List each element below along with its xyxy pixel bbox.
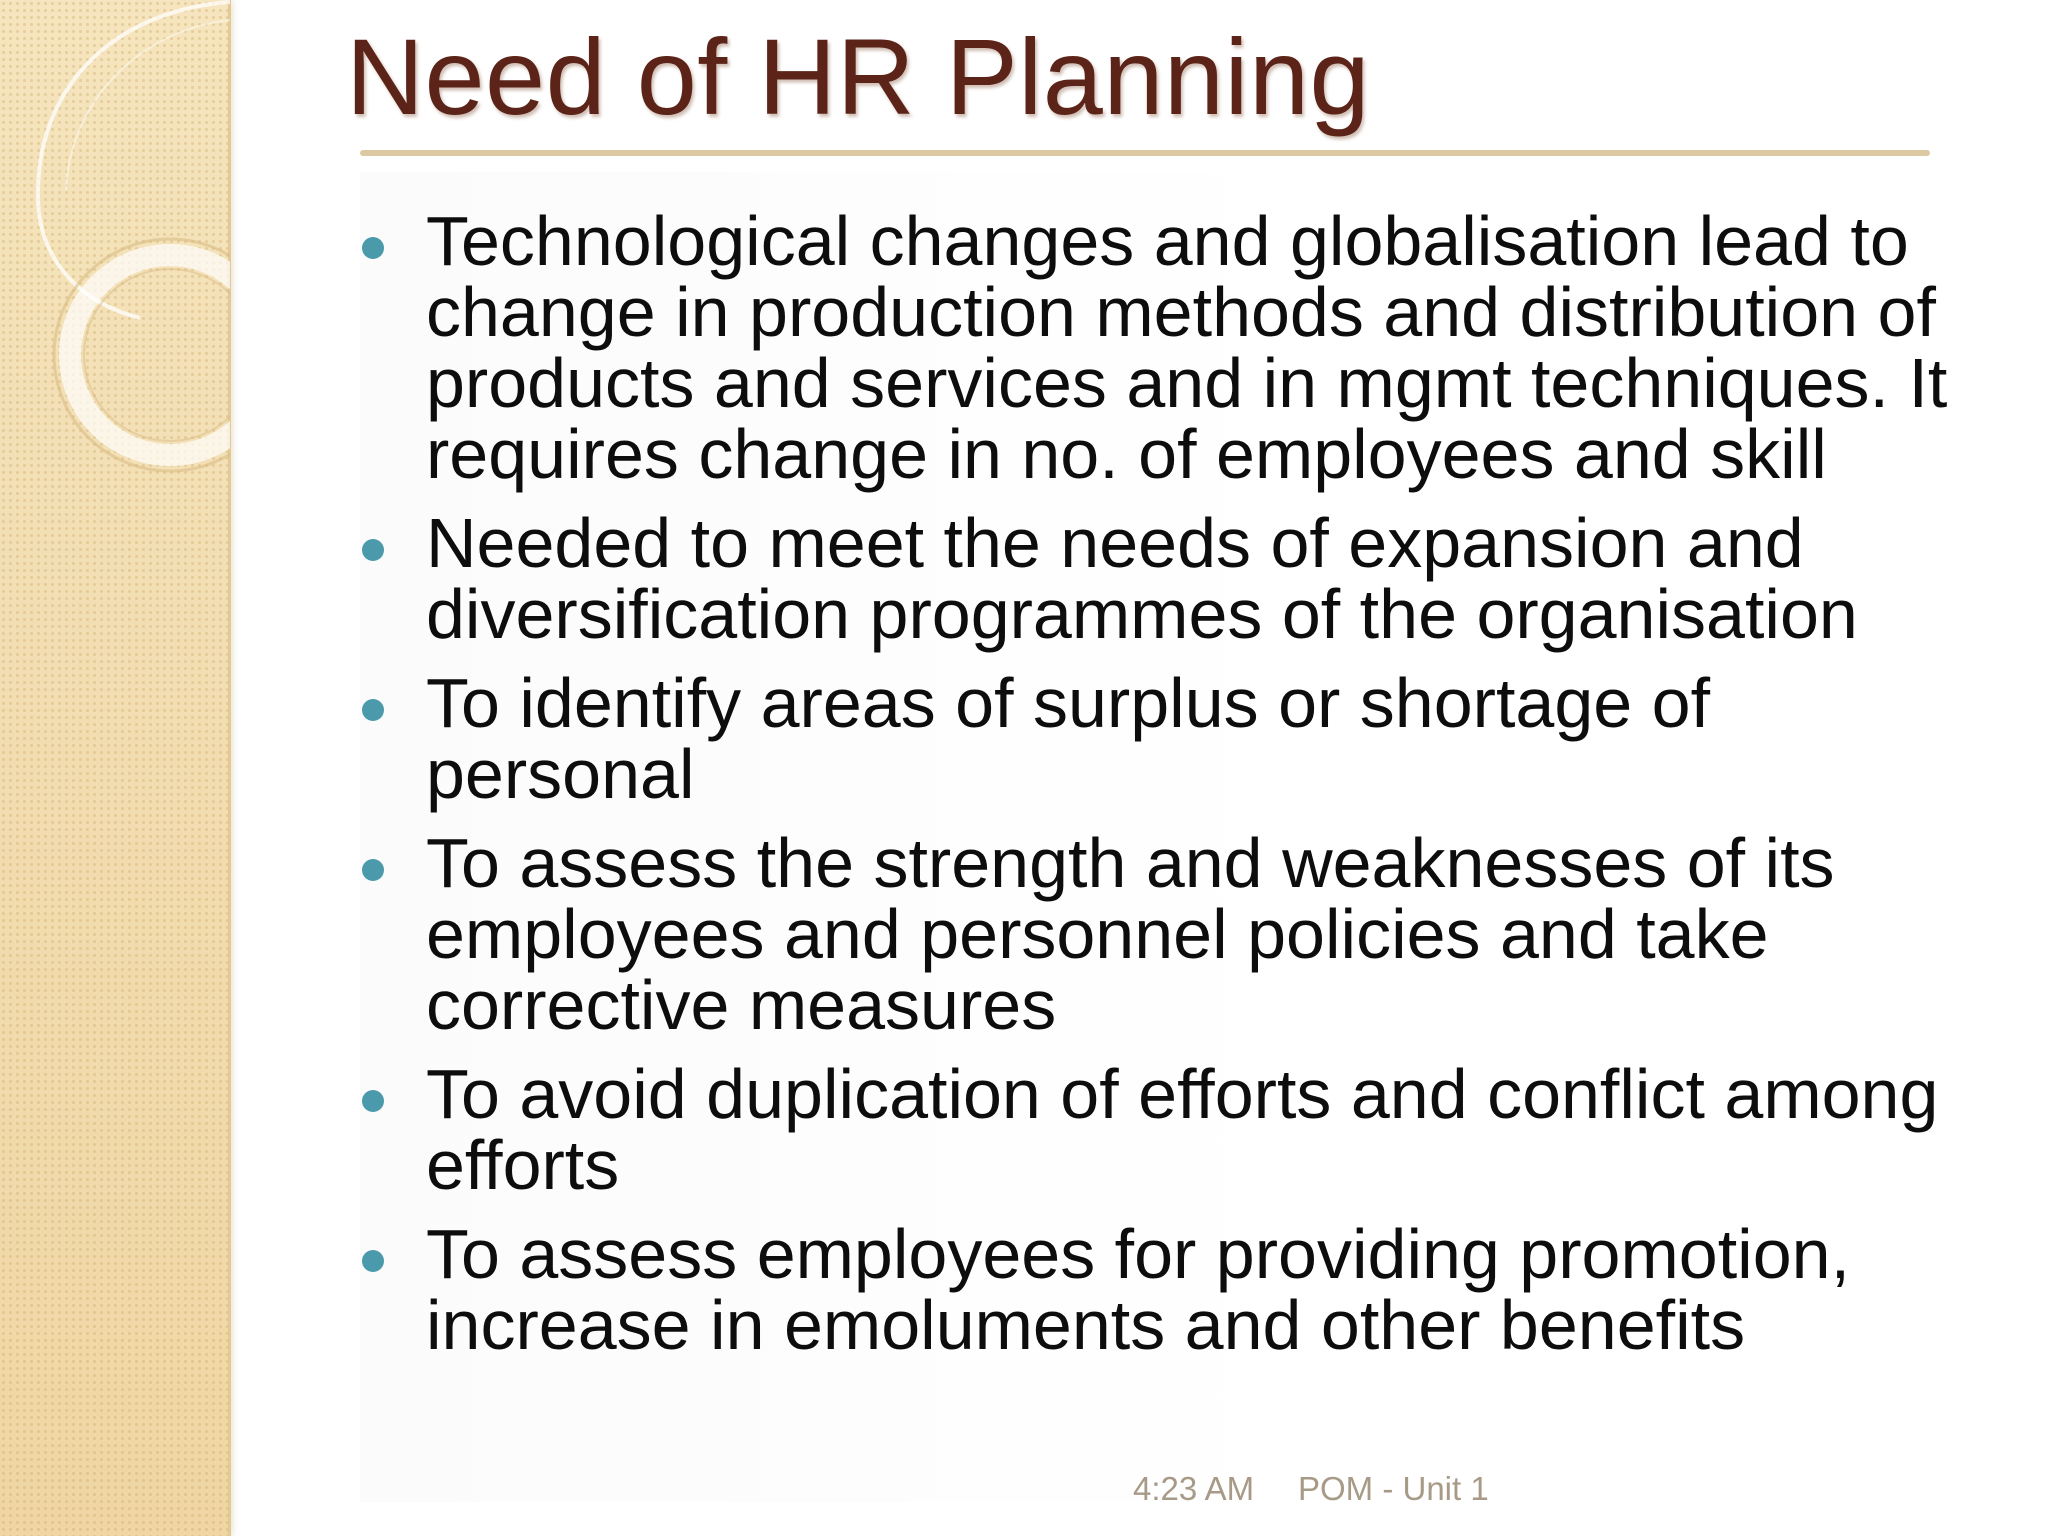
bullet-item	[362, 1055, 1962, 1204]
title-divider	[360, 150, 1930, 156]
bullet-dot-icon	[362, 699, 384, 721]
bullet-dot-icon	[362, 237, 384, 259]
bullet-text: To assess the strength and weaknesses of its employees and personnel policies and take corrective measures	[426, 824, 1835, 1044]
bullet-item	[362, 504, 1962, 653]
bullet-text: To identify areas of surplus or shortage of personal	[426, 664, 1711, 813]
bullet-dot-icon	[362, 1250, 384, 1272]
footer-unit: POM - Unit 1	[1298, 1470, 1489, 1507]
decorative-side-panel	[0, 0, 231, 1536]
bullet-item	[362, 202, 1962, 493]
slide-title: Need of HR Planning	[346, 16, 1371, 137]
footer-time: 4:23 AM	[1133, 1470, 1255, 1507]
bullet-dot-icon	[362, 539, 384, 561]
bullet-text: To avoid duplication of efforts and conflict among efforts	[426, 1055, 1939, 1204]
bullet-text: Needed to meet the needs of expansion and diversification programmes of the organisation	[426, 504, 1858, 653]
bullet-item	[362, 1215, 1962, 1364]
bullet-list	[362, 202, 1962, 1379]
bullet-item	[362, 824, 1962, 1044]
decorative-rings	[0, 0, 230, 520]
bullet-text: To assess employees for providing promotion, increase in emoluments and other benefits	[426, 1215, 1851, 1364]
bullet-dot-icon	[362, 859, 384, 881]
bullet-dot-icon	[362, 1090, 384, 1112]
bullet-item	[362, 664, 1962, 813]
bullet-text: Technological changes and globalisation lead to change in production methods and distribution of products and services and in mgmt techniques. It requires change in no. of employees and skill	[426, 202, 1948, 493]
